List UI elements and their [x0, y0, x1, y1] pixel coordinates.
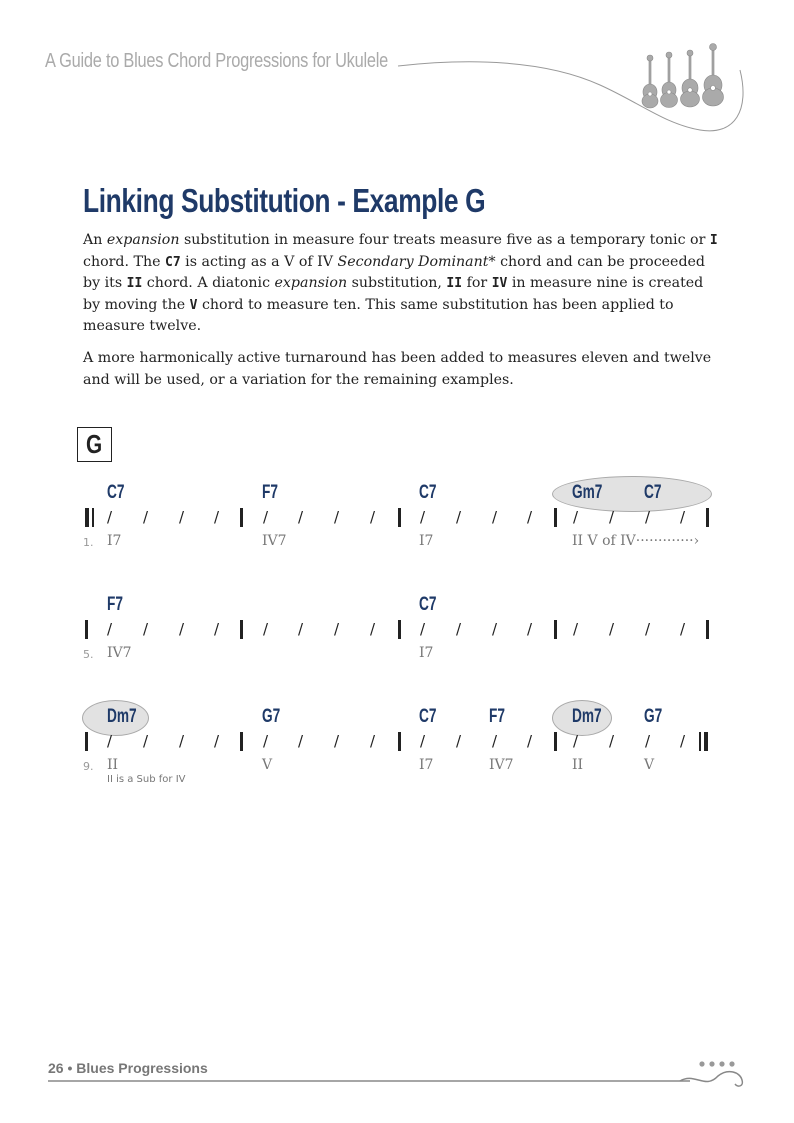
beat-slash: / — [420, 508, 426, 526]
barline — [85, 732, 88, 751]
barline — [554, 620, 557, 639]
chord-symbol: Gm7 — [572, 482, 603, 503]
chord-symbol: Dm7 — [107, 706, 137, 727]
body-paragraph-1: An expansion substitution in measure four treats measure five as a temporary tonic or I chord. The C7 is acting as a V of IV Secondary Dominant* chord and can be proceeded by its II chord. A diatonic expansion substitution, II for IV in measure nine is created by moving the V chord to measure ten. This same substitution has been applied to measure twelve. — [83, 232, 718, 334]
beat-slash: / — [527, 620, 533, 638]
roman-numeral: I7 — [419, 533, 434, 549]
beat-slash: / — [143, 620, 149, 638]
chord-symbol: C7 — [419, 706, 437, 727]
beat-slash: / — [680, 508, 686, 526]
roman-numeral: II — [107, 757, 119, 773]
roman-numeral: V — [644, 757, 655, 773]
roman-numeral: IV7 — [262, 533, 287, 549]
barline — [554, 732, 557, 751]
beat-slash: / — [420, 620, 426, 638]
ukulele-icon — [642, 55, 658, 108]
beat-slash: / — [370, 508, 376, 526]
roman-numeral: IV7 — [107, 645, 132, 661]
barline — [398, 508, 401, 527]
header-swoosh — [0, 0, 794, 150]
beat-slash: / — [370, 732, 376, 750]
beat-slash: / — [573, 732, 579, 750]
chord-symbol: G7 — [262, 706, 281, 727]
roman-numeral: I7 — [419, 757, 434, 773]
beat-slash: / — [298, 620, 304, 638]
beat-slash: / — [107, 508, 113, 526]
ukulele-icon — [703, 44, 724, 107]
footer-separator: • — [67, 1060, 73, 1076]
body-paragraph-2: A more harmonically active turnaround has been added to measures eleven and twelve and will be used, or a variation for the remaining examples. — [83, 350, 712, 388]
beat-slash: / — [609, 732, 615, 750]
beat-slash: / — [573, 620, 579, 638]
final-barline-thin — [699, 732, 701, 751]
beat-slash: / — [527, 508, 533, 526]
beat-slash: / — [107, 620, 113, 638]
roman-numeral: I7 — [419, 645, 434, 661]
beat-slash: / — [370, 620, 376, 638]
beat-slash: / — [263, 620, 269, 638]
chord-symbol: C7 — [107, 482, 125, 503]
roman-numeral: I7 — [107, 533, 122, 549]
barline — [554, 508, 557, 527]
example-label: G — [77, 427, 112, 462]
beat-slash: / — [420, 732, 426, 750]
roman-numeral: II — [572, 757, 584, 773]
section-name: Blues Progressions — [76, 1060, 208, 1076]
chord-symbol: F7 — [489, 706, 505, 727]
beat-slash: / — [179, 732, 185, 750]
final-barline-thick — [704, 732, 708, 751]
roman-numeral: IV7 — [489, 757, 514, 773]
beat-slash: / — [143, 508, 149, 526]
beat-slash: / — [680, 620, 686, 638]
chord-symbol: C7 — [419, 482, 437, 503]
ukulele-icon — [661, 52, 678, 108]
running-header: A Guide to Blues Chord Progressions for Ukulele — [45, 50, 389, 72]
barline — [398, 732, 401, 751]
barline — [240, 508, 243, 527]
barline — [240, 732, 243, 751]
beat-slash: / — [456, 508, 462, 526]
measure-number: 5. — [83, 648, 94, 661]
beat-slash: / — [573, 508, 579, 526]
start-repeat-barline — [85, 508, 89, 527]
section-heading: Linking Substitution - Example G — [83, 182, 486, 219]
beat-slash: / — [143, 732, 149, 750]
barline — [706, 620, 709, 639]
barline — [85, 620, 88, 639]
beat-slash: / — [263, 508, 269, 526]
barline-thin — [92, 508, 94, 527]
substitution-note: II is a Sub for IV — [107, 774, 186, 785]
beat-slash: / — [492, 620, 498, 638]
beat-slash: / — [214, 508, 220, 526]
beat-slash: / — [645, 620, 651, 638]
chord-symbol: F7 — [107, 594, 123, 615]
measure-number: 9. — [83, 760, 94, 773]
beat-slash: / — [456, 732, 462, 750]
beat-slash: / — [609, 508, 615, 526]
chord-symbol: Dm7 — [572, 706, 602, 727]
ukulele-icon — [681, 50, 700, 107]
beat-slash: / — [107, 732, 113, 750]
measure-number: 1. — [83, 536, 94, 549]
roman-numeral: V — [262, 757, 273, 773]
beat-slash: / — [645, 508, 651, 526]
footer-rule — [0, 1050, 794, 1090]
chord-symbol: C7 — [419, 594, 437, 615]
beat-slash: / — [298, 508, 304, 526]
beat-slash: / — [298, 732, 304, 750]
chord-symbol: C7 — [644, 482, 662, 503]
beat-slash: / — [179, 620, 185, 638]
chord-symbol: G7 — [644, 706, 663, 727]
beat-slash: / — [179, 508, 185, 526]
beat-slash: / — [492, 732, 498, 750]
page-number: 26 — [48, 1060, 64, 1076]
barline — [240, 620, 243, 639]
chord-symbol: F7 — [262, 482, 278, 503]
barline — [398, 620, 401, 639]
beat-slash: / — [609, 620, 615, 638]
beat-slash: / — [214, 732, 220, 750]
barline — [706, 508, 709, 527]
beat-slash: / — [680, 732, 686, 750]
beat-slash: / — [334, 620, 340, 638]
beat-slash: / — [263, 732, 269, 750]
beat-slash: / — [214, 620, 220, 638]
roman-numeral-arrow: II V of IV·············› — [572, 533, 700, 549]
beat-slash: / — [492, 508, 498, 526]
beat-slash: / — [645, 732, 651, 750]
beat-slash: / — [456, 620, 462, 638]
beat-slash: / — [527, 732, 533, 750]
beat-slash: / — [334, 732, 340, 750]
beat-slash: / — [334, 508, 340, 526]
